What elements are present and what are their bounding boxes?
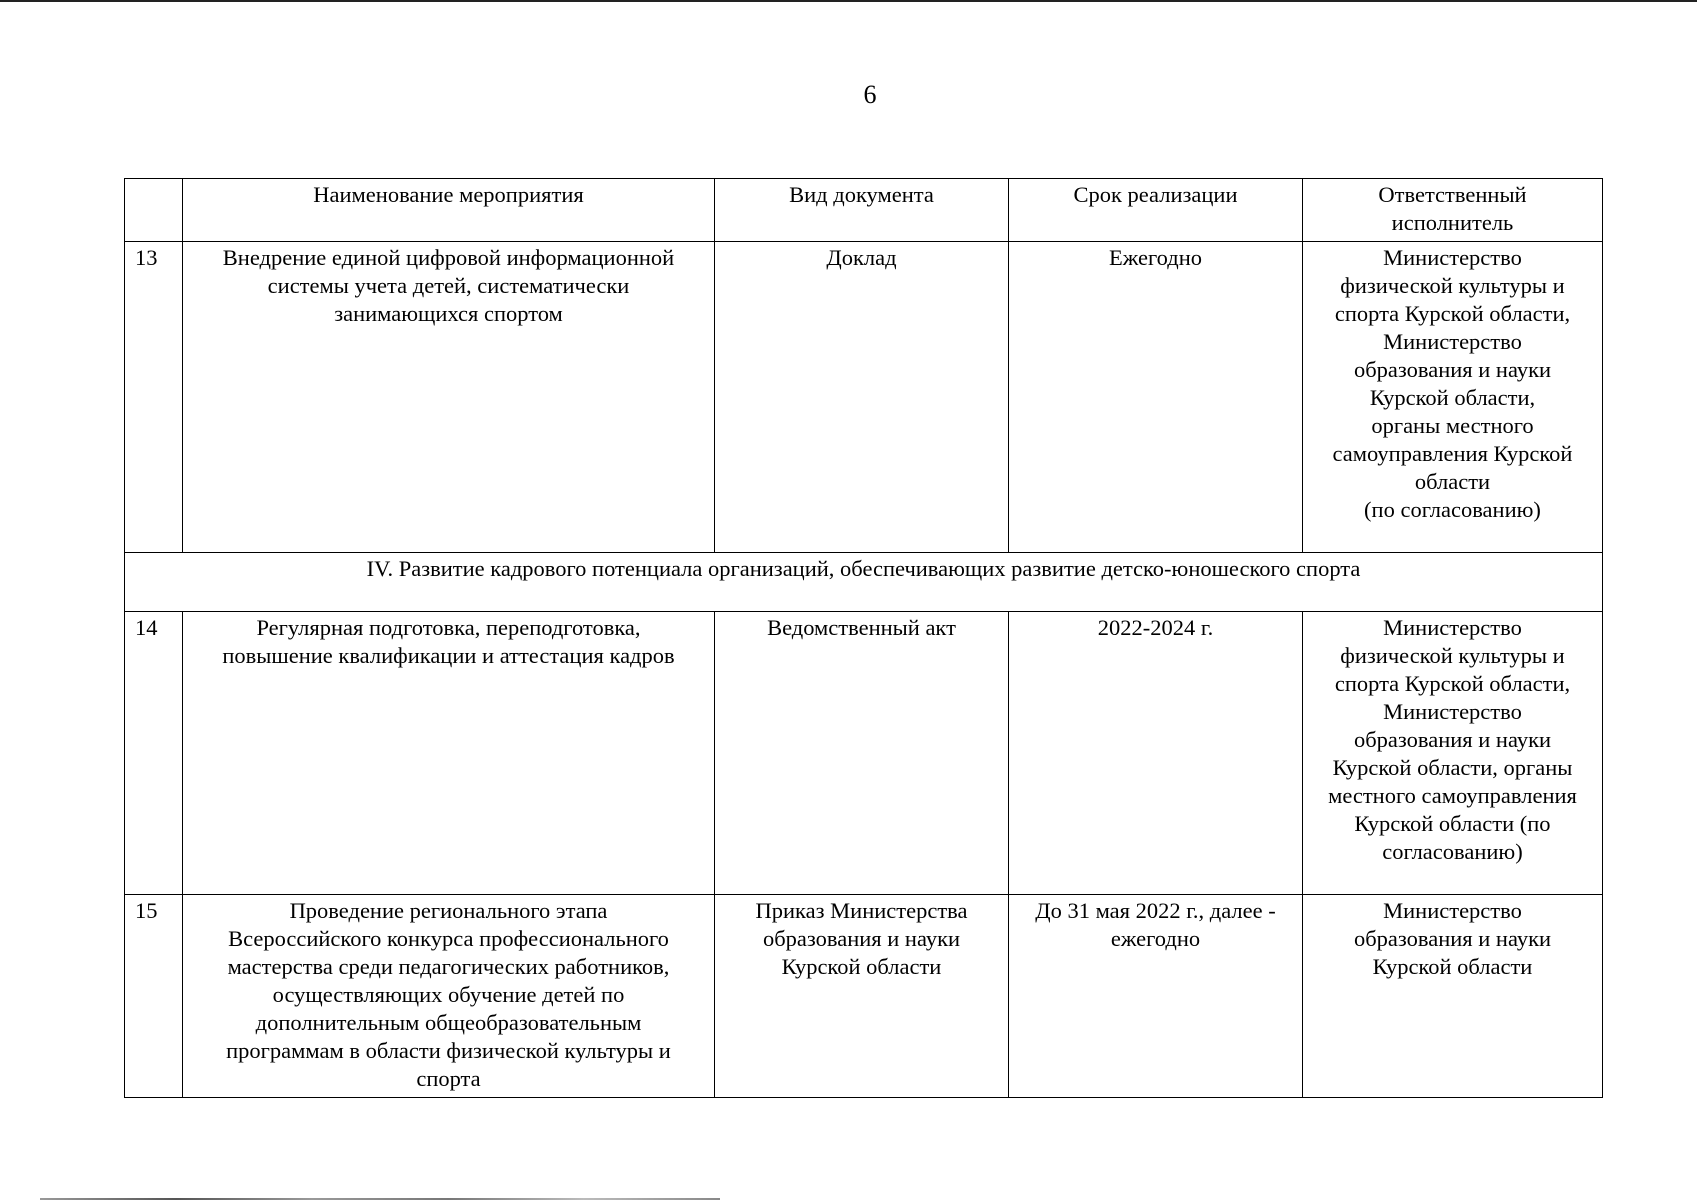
header-name: Наименование мероприятия	[183, 179, 715, 242]
implementation-term: 2022-2024 г.	[1009, 612, 1303, 895]
document-type: Ведомственный акт	[715, 612, 1009, 895]
table-row	[125, 242, 1603, 553]
table-row	[125, 612, 1603, 895]
document-type: Доклад	[715, 242, 1009, 553]
responsible-executor: Министерство физической культуры и спорта Курской области, Министерство образования и науки Курской области, органы местного самоуправления Курской области (по согласованию)	[1303, 612, 1603, 895]
implementation-term: Ежегодно	[1009, 242, 1303, 553]
page-number: 6	[863, 80, 877, 109]
row-number: 14	[125, 612, 183, 895]
header-doc-type: Вид документа	[715, 179, 1009, 242]
measure-name: Внедрение единой цифровой информационной системы учета детей, систематически занимающихся спортом	[183, 242, 715, 553]
header-num	[125, 179, 183, 242]
header-term: Срок реализации	[1009, 179, 1303, 242]
measure-name: Регулярная подготовка, переподготовка, повышение квалификации и аттестация кадров	[183, 612, 715, 895]
header-responsible: Ответственный исполнитель	[1303, 179, 1603, 242]
implementation-term: До 31 мая 2022 г., далее - ежегодно	[1009, 895, 1303, 1098]
top-border-line	[0, 0, 1697, 2]
measure-name: Проведение регионального этапа Всероссийского конкурса профессионального мастерства среди педагогических работников, осуществляющих обучение детей по дополнительным общеобразовательным программам в области физической культуры и спорта	[183, 895, 715, 1098]
measures-table	[124, 178, 1603, 1098]
table-header-row	[125, 179, 1603, 242]
section-heading: IV. Развитие кадрового потенциала организаций, обеспечивающих развитие детско-юношеского спорта	[125, 553, 1603, 612]
section-heading-row	[125, 553, 1603, 612]
row-number: 15	[125, 895, 183, 1098]
responsible-executor: Министерство физической культуры и спорта Курской области, Министерство образования и науки Курской области, органы местного самоуправления Курской области (по согласованию)	[1303, 242, 1603, 553]
document-type: Приказ Министерства образования и науки Курской области	[715, 895, 1009, 1098]
responsible-executor: Министерство образования и науки Курской области	[1303, 895, 1603, 1098]
table-row	[125, 895, 1603, 1098]
row-number: 13	[125, 242, 183, 553]
